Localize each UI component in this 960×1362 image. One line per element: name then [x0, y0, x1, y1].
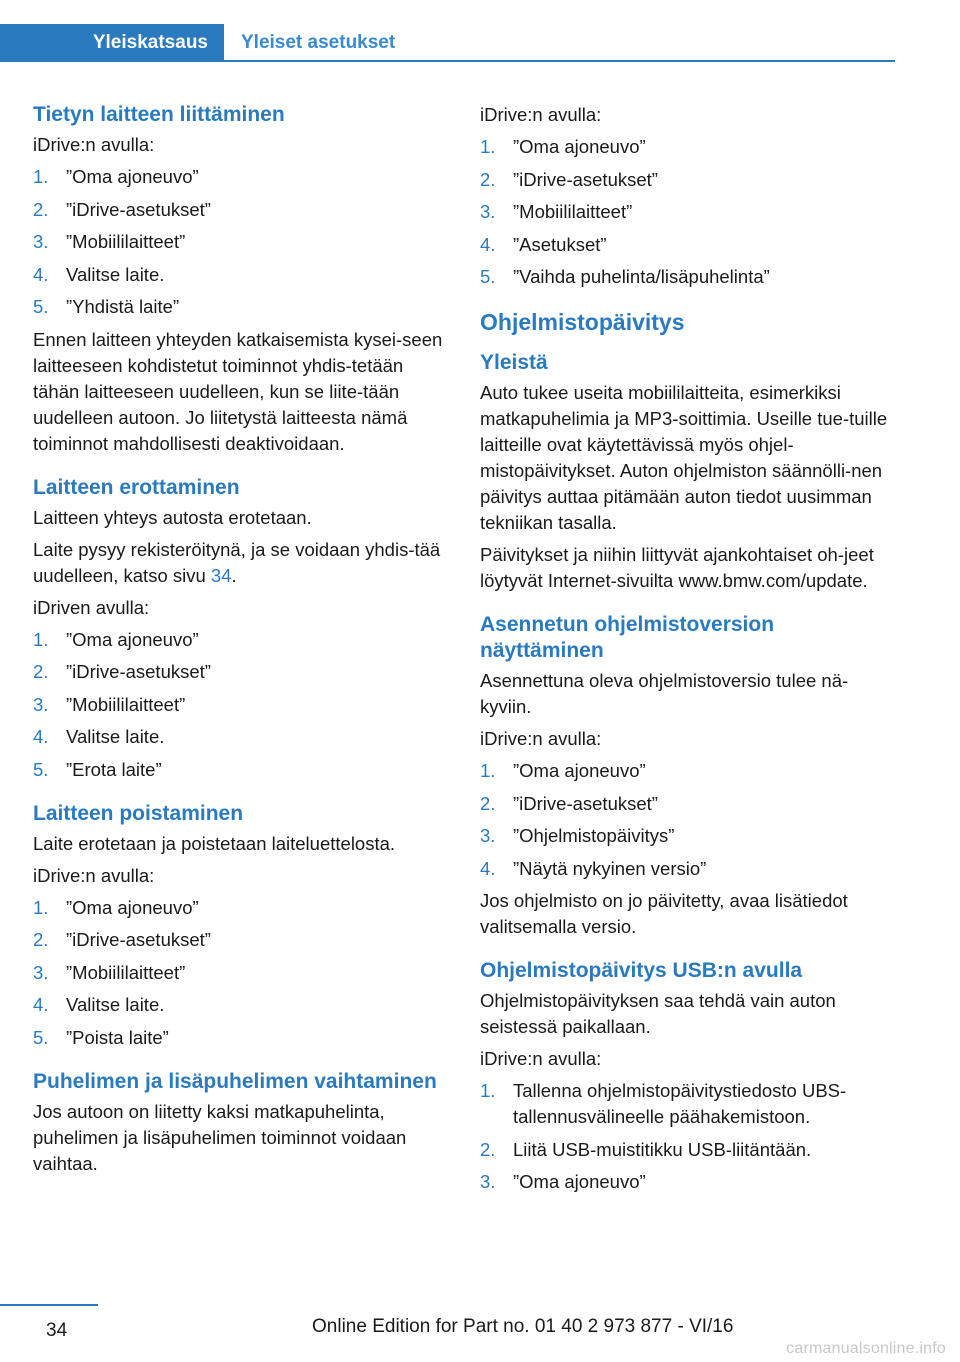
list-item: 3. ”Mobiililaitteet” — [33, 231, 186, 252]
list-item: 3. ”Mobiililaitteet” — [480, 201, 633, 222]
steps-list-usb — [480, 1078, 895, 1195]
list-item: 1. ”Oma ajoneuvo” — [480, 136, 646, 157]
paragraph: Laite erotetaan ja poistetaan laiteluettelosta. — [33, 832, 396, 854]
steps-list-switch — [480, 134, 895, 290]
paragraph: Laitteen yhteys autosta erotetaan. — [33, 506, 312, 528]
list-item: 3. ”Mobiililaitteet” — [33, 693, 186, 715]
section-heading-disconnect-device: Laitteen erottaminen — [33, 475, 240, 499]
list-item: 2. ”iDrive-asetukset” — [480, 168, 658, 190]
chapter-heading-software-update: Ohjelmistopäivitys — [480, 309, 685, 335]
list-item: 1. ”Oma ajoneuvo” — [480, 760, 646, 781]
page-number-divider — [0, 1304, 98, 1306]
page-link[interactable]: 34 — [210, 564, 232, 586]
paragraph: Päivitykset ja niihin liittyvät ajankohtaiset oh-jeet löytyvät Internet-sivuilta www.bmw.com/update. — [480, 544, 874, 591]
list-item: 1. ”Oma ajoneuvo” — [33, 896, 199, 918]
right-column — [480, 100, 895, 1202]
list-item: 5. ”Poista laite” — [33, 1026, 169, 1048]
list-item: 4. Valitse laite. — [33, 994, 165, 1015]
section-heading-usb-update: Ohjelmistopäivitys USB:n avulla — [480, 959, 803, 982]
list-item: 1. ”Oma ajoneuvo” — [33, 628, 199, 650]
list-item: 2. ”iDrive-asetukset” — [33, 198, 211, 220]
intro-text: iDrive:n avulla: — [33, 134, 155, 155]
list-item: 2. ”iDrive-asetukset” — [33, 929, 211, 950]
paragraph: Ohjelmistopäivityksen saa tehdä vain auton seistessä paikallaan. — [480, 990, 836, 1037]
list-item: 2. ”iDrive-asetukset” — [33, 661, 211, 682]
paragraph: Jos autoon on liitetty kaksi matkapuhelinta, puhelimen ja lisäpuhelimen toiminnot voidaan vaihtaa. — [33, 1100, 407, 1174]
list-item: 5. ”Yhdistä laite” — [33, 296, 180, 317]
steps-list-connect — [33, 164, 448, 320]
steps-list-show-version — [480, 758, 895, 882]
section-heading-general: Yleistä — [480, 351, 548, 374]
left-column — [33, 100, 448, 1177]
list-item: 4. ”Näytä nykyinen versio” — [480, 857, 707, 879]
tab-general-settings[interactable]: Yleiset asetukset — [241, 32, 396, 53]
paragraph: Jos ohjelmisto on jo päivitetty, avaa lisätiedot valitsemalla versio. — [480, 890, 848, 937]
paragraph: Auto tukee useita mobiililaitteita, esimerkiksi matkapuhelimia ja MP3-soittimia. Useille tue-tuille laitteille ovat käytettävissä myös ohjel-mistopäivitykset. Auton ohjelmiston säännölli-nen päivitys auttaa pitämään auton tiedot uusimman tekniikan tasalla. — [480, 382, 888, 533]
watermark: carmanualsonline.info — [786, 1340, 946, 1357]
list-item: 4. ”Asetukset” — [480, 233, 607, 255]
paragraph: Asennettuna oleva ohjelmistoversio tulee nä-kyviin. — [480, 670, 849, 717]
section-heading-switch-phone: Puhelimen ja lisäpuhelimen vaihtaminen — [33, 1069, 437, 1093]
intro-text: iDrive:n avulla: — [480, 728, 602, 749]
intro-text: iDriven avulla: — [33, 596, 150, 618]
list-item: 5. ”Erota laite” — [33, 758, 162, 780]
list-item: 1. ”Oma ajoneuvo” — [33, 166, 199, 187]
paragraph-note: Ennen laitteen yhteyden katkaisemista kysei-seen laitteeseen kohdistetut toiminnot yhdis-tetään tähän laitteeseen uudelleen, kun se liite-tään uudelleen autoon. Jo liitetystä laitteesta nämä toiminnot mahdollisesti deaktivoidaan. — [33, 328, 443, 454]
header-divider — [224, 60, 895, 62]
intro-text: iDrive:n avulla: — [480, 1048, 602, 1069]
section-heading-connect-device: Tietyn laitteen liittäminen — [33, 103, 285, 126]
list-item: 5. ”Vaihda puhelinta/lisäpuhelinta” — [480, 266, 770, 287]
page-number: 34 — [46, 1320, 68, 1341]
list-item: 4. Valitse laite. — [33, 263, 165, 285]
intro-text: iDrive:n avulla: — [480, 104, 602, 125]
list-item: 2. ”iDrive-asetukset” — [480, 792, 658, 814]
edition-footer: Online Edition for Part no. 01 40 2 973 877 - VI/16 — [312, 1316, 734, 1337]
steps-list-remove — [33, 895, 448, 1051]
section-heading-show-version: Asennetun ohjelmistoversion näyttäminen — [480, 613, 775, 662]
steps-list-disconnect — [33, 627, 448, 783]
list-item: 4. Valitse laite. — [33, 726, 165, 747]
paragraph-with-link: Laite pysyy rekisteröitynä, ja se voidaan yhdis-tää uudelleen, katso sivu 34. — [33, 538, 441, 586]
tab-overview[interactable]: Yleiskatsaus — [0, 24, 224, 62]
intro-text: iDrive:n avulla: — [33, 864, 155, 886]
section-heading-remove-device: Laitteen poistaminen — [33, 801, 244, 825]
list-item: 2. Liitä USB-muistitikku USB-liitäntään. — [480, 1138, 812, 1160]
header-bar — [0, 24, 895, 62]
list-item: 3. ”Ohjelmistopäivitys” — [480, 825, 675, 846]
list-item: 3. ”Oma ajoneuvo” — [480, 1171, 646, 1192]
list-item: 3. ”Mobiililaitteet” — [33, 961, 186, 983]
list-item: 1. Tallenna ohjelmistopäivitystiedosto UBS-tallennusvälineelle päähakemistoon. — [480, 1080, 847, 1127]
